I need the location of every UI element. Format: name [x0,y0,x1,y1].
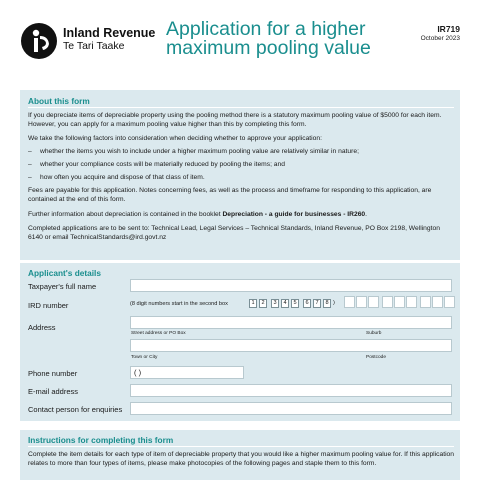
form-code [421,24,460,43]
ird-hint-digit: 8 [323,299,331,308]
phone-label: Phone number [28,369,78,378]
ird-number-field[interactable] [344,296,456,310]
street-address-field[interactable] [130,316,452,329]
instructions-section [20,430,460,480]
ird-hint-digit: 3 [271,299,279,308]
ird-hint-digit: 1 [249,299,257,308]
ird-hint-digits [249,299,359,310]
email-field[interactable] [130,384,452,397]
ird-hint-digit: 6 [303,299,311,308]
form-title-line1: Application for a higher [166,18,366,40]
brand [63,26,155,53]
email-label: E-mail address [28,387,79,396]
ird-digit-box[interactable] [444,296,455,308]
ird-hint-digit: 5 [291,299,299,308]
instructions-title: Instructions for completing this form [28,435,174,445]
bullet-item: – whether the items you wish to include under a higher maximum pooling value are relatively similar in nature; [28,148,359,155]
postcode-label: Postcode [366,355,387,360]
divider [28,446,454,447]
about-paragraph-4: Further information about depreciation is contained in the booklet Depreciation - a guide for businesses - IR260. [28,211,368,218]
town-city-field[interactable] [130,339,452,352]
ird-hint: (8 digit numbers start in the second box [130,301,228,307]
ird-digit-box[interactable] [344,296,355,308]
form-title-line2: maximum pooling value [166,37,371,59]
inland-revenue-logo-icon [20,22,58,60]
about-paragraph-2: We take the following factors into consideration when deciding whether to approve your application: [28,135,322,142]
form-title [166,20,371,58]
about-paragraph-5: Completed applications are to be sent to: Technical Lead, Legal Services – Technical Standards, Inland Revenue, PO Box 2198, Wellington 6140 or email TechnicalStandards@ird.govt.nz [28,225,440,241]
phone-area-code: ( ) [134,368,142,377]
applicant-title: Applicant's details [28,268,101,278]
ird-digit-box[interactable] [432,296,443,308]
instructions-paragraph: Complete the item details for each type of item of depreciable property that you would like a higher maximum pooling value for. If this application relates to more than four types of items, please make photocopies of the following pages and staple them to this form. [28,451,454,467]
town-city-label: Town or City [131,355,158,360]
ird-hint-suffix: ) [333,300,335,306]
address-label: Address [28,323,56,332]
bullet-item: – whether your compliance costs will be materially reduced by pooling the items; and [28,161,285,168]
street-address-label: Street address or PO Box [131,331,186,336]
ird-digit-box[interactable] [382,296,393,308]
phone-field[interactable] [130,366,244,379]
ird-number-label: IRD number [28,301,69,310]
ird-digit-box[interactable] [356,296,367,308]
ird-hint-digit: 4 [281,299,289,308]
suburb-label: Suburb [366,331,382,336]
ird-digit-box[interactable] [406,296,417,308]
ird-digit-box[interactable] [420,296,431,308]
full-name-label: Taxpayer's full name [28,282,97,291]
ird-hint-digit: 2 [259,299,267,308]
brand-name: Inland Revenue [63,26,156,40]
ird-digit-box[interactable] [394,296,405,308]
full-name-field[interactable] [130,279,452,292]
about-section [20,90,460,260]
ird-digit-box[interactable] [368,296,379,308]
form-date: October 2023 [420,35,460,42]
contact-person-label: Contact person for enquiries [28,405,123,414]
page-header [0,0,480,86]
about-paragraph-1: If you depreciate items of depreciable property using the pooling method there is a statutory maximum pooling value of $5000 for each item. However, you can apply for a maximum pooling value higher than this by completing this form. [28,112,442,128]
about-paragraph-3: Fees are payable for this application. Notes concerning fees, as well as the process and timeframe for responding to this application, are contained at the end of this form. [28,187,432,203]
brand-subtitle: Te Tari Taake [63,40,125,52]
bullet-item: – how often you acquire and dispose of that class of item. [28,174,205,181]
divider [28,107,454,108]
about-title: About this form [28,96,90,106]
ird-hint-digit: 7 [313,299,321,308]
form-code-number: IR719 [437,24,460,34]
contact-person-field[interactable] [130,402,452,415]
applicant-section [20,263,460,421]
booklet-title: Depreciation - a guide for businesses - IR260 [222,211,366,218]
